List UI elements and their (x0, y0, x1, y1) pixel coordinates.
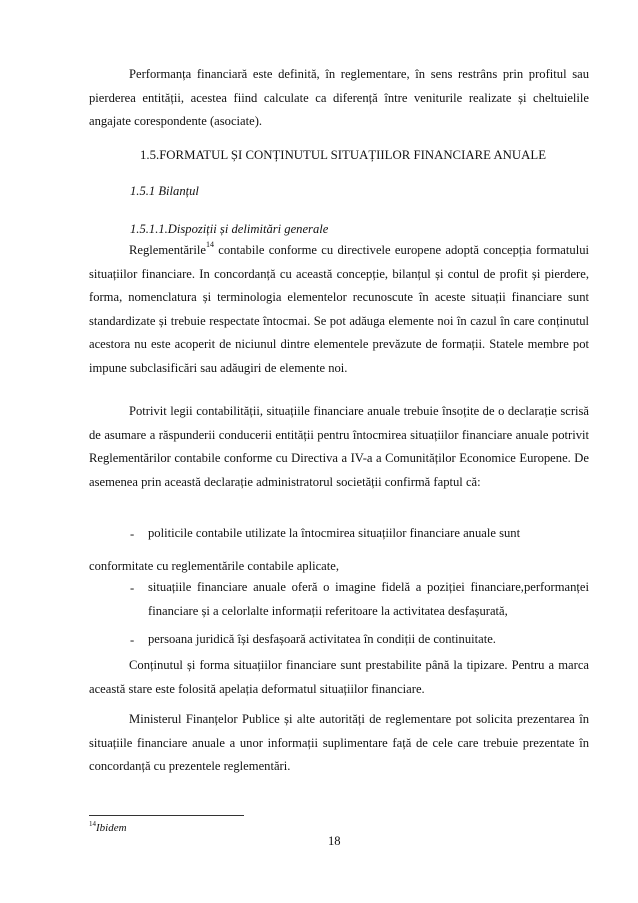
paragraph-continut: Conținutul și forma situațiilor financiare sunt prestabilite până la tipizare. Pentru a marca această stare este folosită apelația deformatul situațiilor financiare. (89, 658, 589, 696)
paragraph-body: contabile conforme cu directivele europene adoptă concepția formatului situațiilor financiare. In concordanță cu această concepție, bilanțul și contul de profit și pierdere, forma, nomenclatura și terminologia elementelor recunoscute în aceste situații financiare sunt standardizate și trebuie respectate întocmai. Se pot adăuga elemente noi în cazul în care conținutul acestora nu este acoperit de niciunul dintre elementele prevăzute de formații. Statele membre pot impune subclasificări sau adăugiri de elemente noi. (89, 243, 589, 375)
footnote-text: Ibidem (96, 822, 127, 834)
footnote-number: 14 (89, 820, 96, 828)
list-item-3: persoana juridică își desfașoară activitatea în condiții de continuitate. (148, 632, 496, 646)
list-item-2: situațiile financiare anuale oferă o imagine fidelă a poziției financiare,performanței financiare și a celorlalte informații referitoare la activitatea desfașurată, (148, 580, 589, 618)
list-item-1: politicile contabile utilizate la întocmirea situațiilor financiare anuale sunt (148, 526, 521, 540)
bullet-marker: - (130, 633, 135, 647)
paragraph-declaratie: Potrivit legii contabilității, situațiile financiare anuale trebuie însoțite de o declarație scrisă de asumare a răspunderii conducerii entității pentru întocmirea situațiilor financiare anuale potrivit Reglementărilor contabile conforme cu Directiva a IV-a a Comunităților Economice Europene. De asemenea prin această declarație administratorul societății confirmă faptul că: (89, 404, 589, 489)
footnote (89, 822, 127, 834)
paragraph-performance: Performanța financiară este definită, în reglementare, în sens restrâns prin profitul sau pierderea entității, acestea fiind calculate ca diferență între veniturile realizate și cheltuielile angajate corespondente (asociate). (89, 67, 589, 128)
bullet-marker: - (130, 581, 135, 595)
page-number: 18 (328, 834, 341, 848)
subheading-dispozitii: 1.5.1.1.Dispoziții și delimitări generale (130, 222, 329, 236)
paragraph-reglementari (89, 239, 589, 380)
bullet-marker: - (130, 527, 135, 541)
list-item-1-continuation: conformitate cu reglementările contabile aplicate, (89, 559, 339, 573)
subheading-bilant: 1.5.1 Bilanțul (130, 184, 199, 198)
footnote-reference: 14 (205, 240, 214, 249)
footnote-separator (89, 815, 244, 816)
paragraph-lead: Reglementările (129, 243, 206, 257)
section-heading: 1.5.FORMATUL ȘI CONȚINUTUL SITUAȚIILOR FINANCIARE ANUALE (140, 148, 547, 162)
paragraph-minister: Ministerul Finanțelor Publice și alte autorități de reglementare pot solicita prezentarea în situațiile financiare anuale a unor informații suplimentare față de cele care trebuie prezentate în concordanță cu prezentele reglementări. (89, 712, 589, 773)
